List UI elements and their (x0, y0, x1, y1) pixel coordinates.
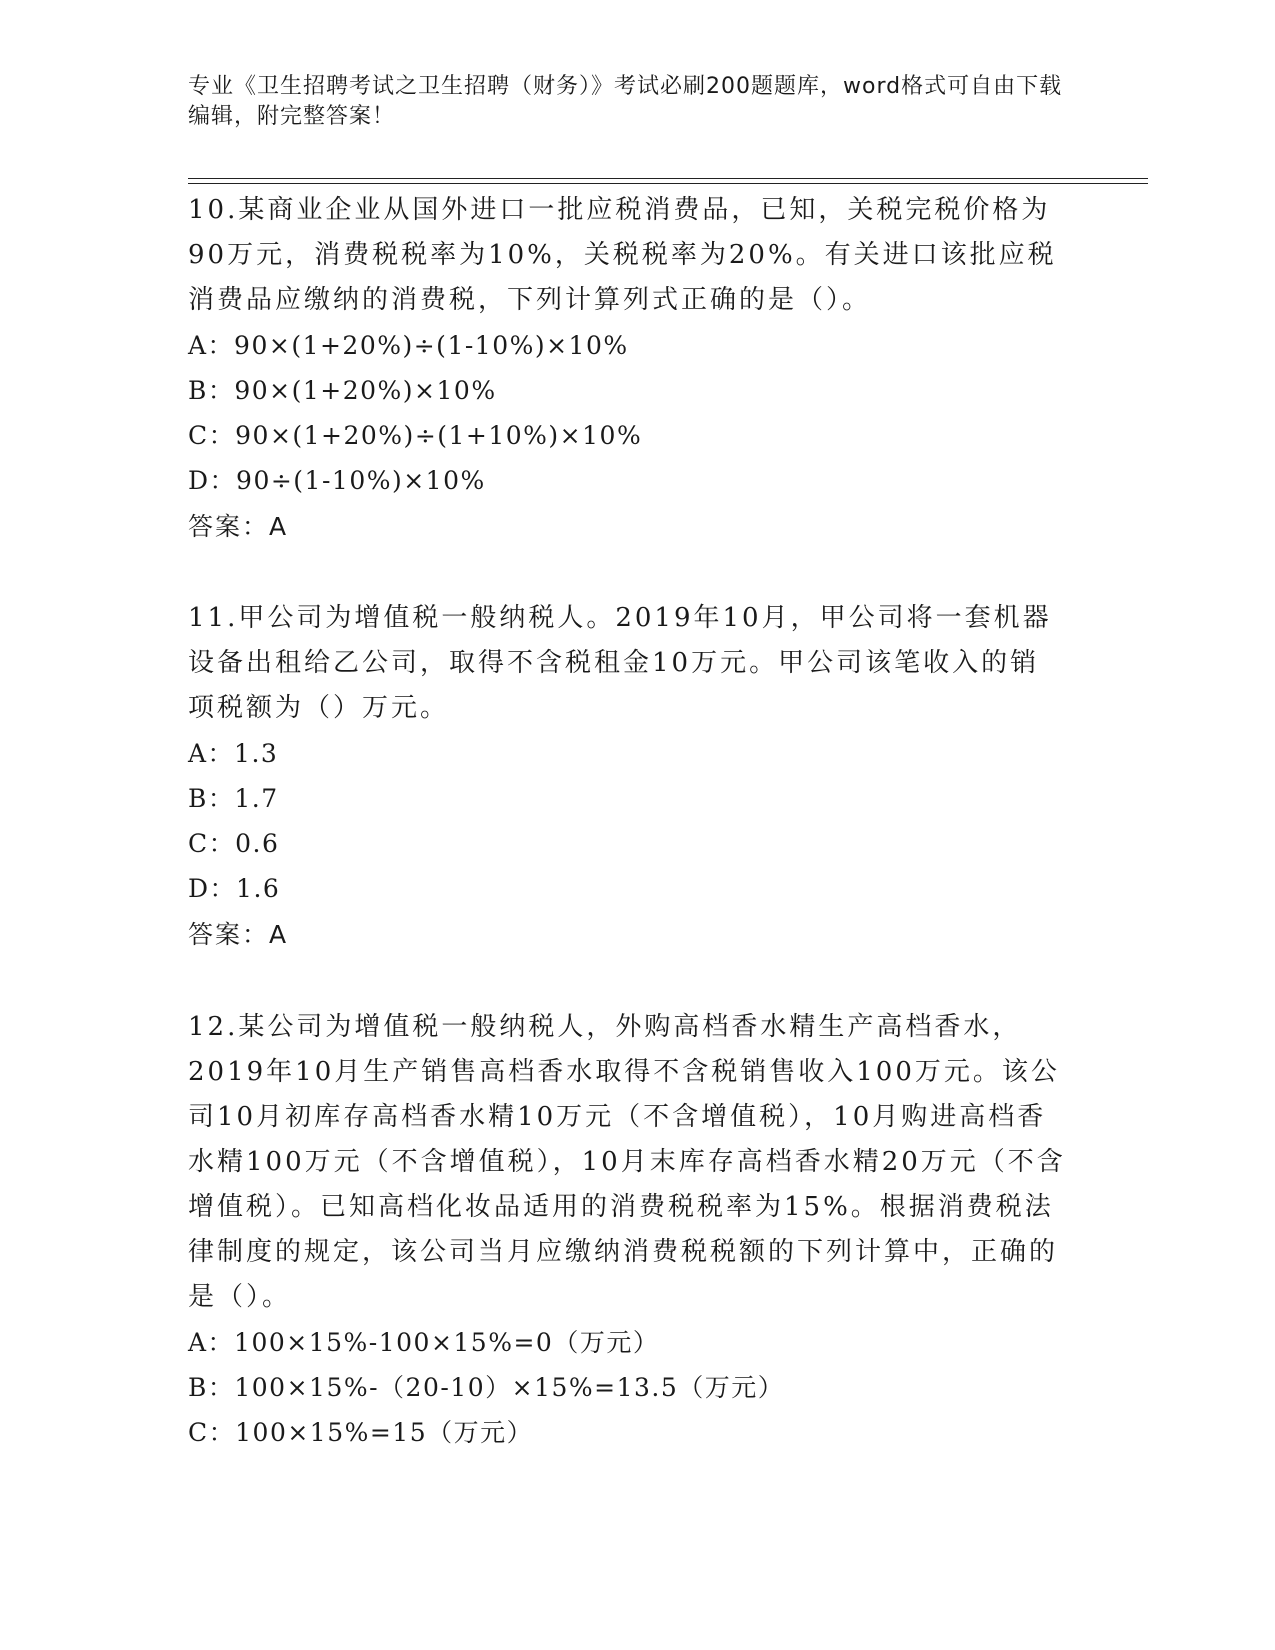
option-d: D：1.6 (188, 874, 281, 903)
question-text: 12.某公司为增值税一般纳税人，外购高档香水精生产高档香水，2019年10月生产销售高档香水取得不含税销售收入100万元。该公司10月初库存高档香水精10万元（不含增值税），10月购进高档香水精100万元（不含增值税），10月末库存高档香水精20万元（不含增值税）。已知高档化妆品适用的消费税税率为15%。根据消费税法律制度的规定，该公司当月应缴纳消费税税额的下列计算中，正确的是（）。 (188, 1012, 1066, 1312)
question-text: 11.甲公司为增值税一般纳税人。2019年10月，甲公司将一套机器设备出租给乙公司，取得不含税租金10万元。甲公司该笔收入的销项税额为（）万元。 (188, 603, 1052, 723)
question-12 (188, 1005, 1068, 1455)
question-11 (188, 596, 1068, 959)
option-a: A：1.3 (188, 739, 279, 768)
header-divider-bottom (188, 183, 1148, 184)
option-b: B：100×15%-（20-10）×15%=13.5（万元） (188, 1373, 785, 1402)
header-divider-top (188, 178, 1148, 179)
option-b: B：90×(1+20%)×10% (188, 376, 497, 405)
answer-label: 答案：A (188, 920, 289, 949)
option-c: C：0.6 (188, 829, 280, 858)
option-d: D：90÷(1-10%)×10% (188, 466, 486, 495)
question-text: 10.某商业企业从国外进口一批应税消费品，已知，关税完税价格为90万元，消费税税率为10%，关税税率为20%。有关进口该批应税消费品应缴纳的消费税，下列计算列式正确的是（）。 (188, 195, 1057, 315)
option-b: B：1.7 (188, 784, 279, 813)
answer-label: 答案：A (188, 512, 289, 541)
option-c: C：90×(1+20%)÷(1+10%)×10% (188, 421, 643, 450)
option-c: C：100×15%=15（万元） (188, 1418, 534, 1447)
document-header: 专业《卫生招聘考试之卫生招聘（财务）》考试必刷200题题库，word格式可自由下载编辑，附完整答案！ (188, 74, 1063, 129)
option-a: A：90×(1+20%)÷(1-10%)×10% (188, 331, 629, 360)
option-a: A：100×15%-100×15%=0（万元） (188, 1328, 660, 1357)
question-10 (188, 188, 1068, 551)
